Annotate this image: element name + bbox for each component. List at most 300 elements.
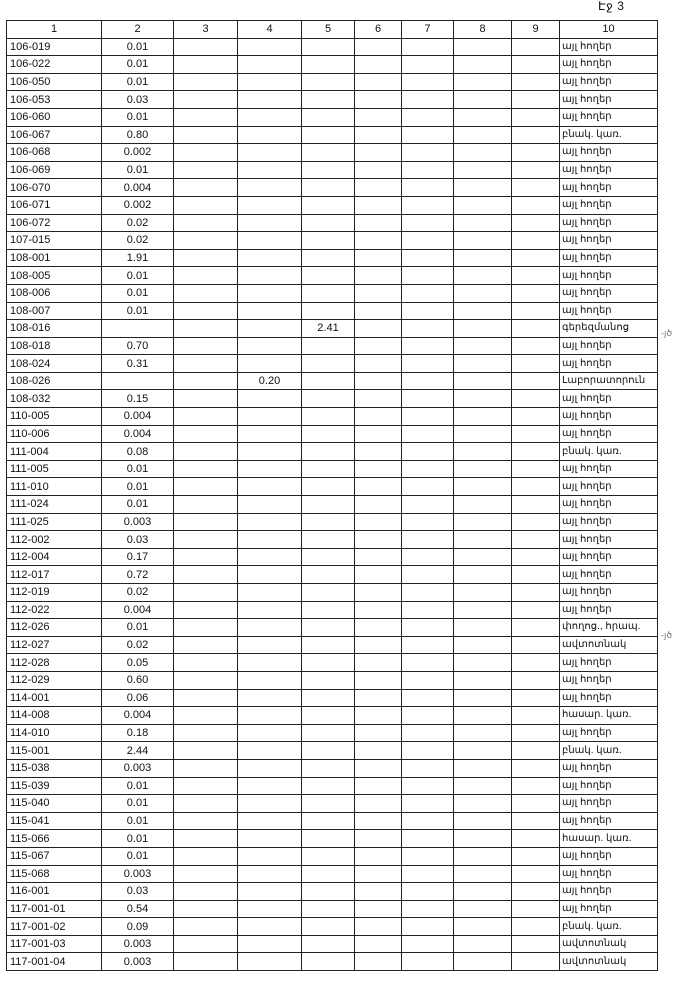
table-cell-col-10: գերեզմանոց xyxy=(560,320,658,338)
table-cell-col-2: 0.02 xyxy=(102,232,174,250)
table-cell-col-7 xyxy=(402,619,454,637)
table-cell-col-8 xyxy=(454,179,512,197)
column-header-5: 5 xyxy=(302,21,355,39)
table-cell-col-5 xyxy=(302,830,355,848)
table-cell-col-2: 0.01 xyxy=(102,73,174,91)
table-cell-col-8 xyxy=(454,196,512,214)
table-cell-col-9 xyxy=(512,724,560,742)
table-cell-col-7 xyxy=(402,443,454,461)
table-cell-col-9 xyxy=(512,707,560,725)
table-cell-col-8 xyxy=(454,232,512,250)
table-cell-col-2: 0.70 xyxy=(102,337,174,355)
table-cell-col-5 xyxy=(302,337,355,355)
table-row xyxy=(7,372,658,390)
table-cell-col-1: 115-041 xyxy=(7,812,102,830)
table-cell-col-8 xyxy=(454,56,512,74)
table-cell-col-9 xyxy=(512,777,560,795)
table-cell-col-9 xyxy=(512,548,560,566)
table-cell-col-1: 117-001-01 xyxy=(7,900,102,918)
table-cell-col-4 xyxy=(238,654,302,672)
table-cell-col-2: 0.01 xyxy=(102,161,174,179)
table-cell-col-8 xyxy=(454,584,512,602)
table-cell-col-7 xyxy=(402,320,454,338)
table-cell-col-10: հասար. կառ. xyxy=(560,707,658,725)
table-cell-col-10: այլ հողեր xyxy=(560,232,658,250)
table-cell-col-10: այլ հողեր xyxy=(560,865,658,883)
table-cell-col-6 xyxy=(355,355,402,373)
table-cell-col-9 xyxy=(512,636,560,654)
table-cell-col-4 xyxy=(238,724,302,742)
table-row xyxy=(7,584,658,602)
table-cell-col-2: 0.004 xyxy=(102,408,174,426)
table-cell-col-6 xyxy=(355,161,402,179)
table-cell-col-1: 112-004 xyxy=(7,548,102,566)
table-cell-col-4 xyxy=(238,355,302,373)
table-cell-col-8 xyxy=(454,724,512,742)
table-cell-col-8 xyxy=(454,865,512,883)
table-cell-col-1: 112-019 xyxy=(7,584,102,602)
table-cell-col-9 xyxy=(512,267,560,285)
table-cell-col-8 xyxy=(454,443,512,461)
table-cell-col-1: 115-066 xyxy=(7,830,102,848)
table-row xyxy=(7,671,658,689)
table-cell-col-2: 0.003 xyxy=(102,513,174,531)
table-cell-col-9 xyxy=(512,355,560,373)
table-cell-col-2: 0.02 xyxy=(102,214,174,232)
table-cell-col-1: 106-070 xyxy=(7,179,102,197)
table-cell-col-8 xyxy=(454,284,512,302)
table-cell-col-4 xyxy=(238,126,302,144)
table-row xyxy=(7,548,658,566)
table-cell-col-7 xyxy=(402,73,454,91)
table-cell-col-4 xyxy=(238,777,302,795)
table-row xyxy=(7,161,658,179)
table-cell-col-3 xyxy=(174,654,238,672)
table-cell-col-6 xyxy=(355,460,402,478)
table-row xyxy=(7,619,658,637)
table-cell-col-7 xyxy=(402,232,454,250)
table-cell-col-7 xyxy=(402,654,454,672)
table-cell-col-9 xyxy=(512,812,560,830)
table-cell-col-4 xyxy=(238,619,302,637)
table-cell-col-6 xyxy=(355,513,402,531)
table-cell-col-6 xyxy=(355,689,402,707)
table-cell-col-9 xyxy=(512,847,560,865)
table-cell-col-10: այլ հողեր xyxy=(560,196,658,214)
table-cell-col-8 xyxy=(454,531,512,549)
table-cell-col-4 xyxy=(238,601,302,619)
table-cell-col-5 xyxy=(302,496,355,514)
table-cell-col-9 xyxy=(512,531,560,549)
table-cell-col-2: 0.004 xyxy=(102,601,174,619)
table-cell-col-8 xyxy=(454,883,512,901)
table-cell-col-9 xyxy=(512,619,560,637)
table-cell-col-10: այլ հողեր xyxy=(560,900,658,918)
table-cell-col-10: փողոց., հրապ. xyxy=(560,619,658,637)
table-cell-col-3 xyxy=(174,759,238,777)
table-cell-col-8 xyxy=(454,830,512,848)
table-cell-col-9 xyxy=(512,56,560,74)
table-cell-col-3 xyxy=(174,953,238,971)
table-cell-col-1: 108-018 xyxy=(7,337,102,355)
table-cell-col-3 xyxy=(174,320,238,338)
table-cell-col-9 xyxy=(512,196,560,214)
table-cell-col-9 xyxy=(512,953,560,971)
table-row xyxy=(7,865,658,883)
table-cell-col-1: 112-017 xyxy=(7,566,102,584)
table-cell-col-3 xyxy=(174,214,238,232)
table-cell-col-6 xyxy=(355,126,402,144)
table-row xyxy=(7,654,658,672)
table-cell-col-7 xyxy=(402,372,454,390)
table-cell-col-6 xyxy=(355,249,402,267)
table-cell-col-1: 114-008 xyxy=(7,707,102,725)
table-row xyxy=(7,390,658,408)
table-cell-col-6 xyxy=(355,320,402,338)
table-cell-col-3 xyxy=(174,267,238,285)
table-cell-col-7 xyxy=(402,513,454,531)
table-cell-col-2: 0.17 xyxy=(102,548,174,566)
table-row xyxy=(7,91,658,109)
table-cell-col-6 xyxy=(355,302,402,320)
table-cell-col-7 xyxy=(402,91,454,109)
table-cell-col-4 xyxy=(238,759,302,777)
table-cell-col-10: ավտոտնակ xyxy=(560,636,658,654)
table-cell-col-3 xyxy=(174,478,238,496)
table-cell-col-5 xyxy=(302,390,355,408)
table-cell-col-3 xyxy=(174,707,238,725)
table-cell-col-10: այլ հողեր xyxy=(560,249,658,267)
table-cell-col-1: 106-060 xyxy=(7,108,102,126)
table-cell-col-3 xyxy=(174,671,238,689)
table-cell-col-8 xyxy=(454,214,512,232)
table-cell-col-1: 108-006 xyxy=(7,284,102,302)
table-cell-col-7 xyxy=(402,425,454,443)
table-cell-col-2: 2.44 xyxy=(102,742,174,760)
table-cell-col-1: 115-067 xyxy=(7,847,102,865)
table-cell-col-8 xyxy=(454,548,512,566)
table-cell-col-1: 110-005 xyxy=(7,408,102,426)
table-cell-col-1: 115-068 xyxy=(7,865,102,883)
table-cell-col-10: այլ հողեր xyxy=(560,513,658,531)
table-cell-col-8 xyxy=(454,619,512,637)
table-cell-col-3 xyxy=(174,38,238,56)
table-cell-col-6 xyxy=(355,56,402,74)
table-cell-col-3 xyxy=(174,918,238,936)
table-cell-col-9 xyxy=(512,830,560,848)
table-row xyxy=(7,707,658,725)
table-cell-col-5 xyxy=(302,812,355,830)
table-cell-col-3 xyxy=(174,830,238,848)
table-cell-col-3 xyxy=(174,566,238,584)
table-cell-col-4 xyxy=(238,179,302,197)
table-cell-col-5 xyxy=(302,548,355,566)
table-row xyxy=(7,179,658,197)
table-cell-col-5 xyxy=(302,108,355,126)
table-cell-col-7 xyxy=(402,953,454,971)
table-cell-col-4 xyxy=(238,56,302,74)
table-cell-col-8 xyxy=(454,144,512,162)
table-cell-col-9 xyxy=(512,795,560,813)
table-cell-col-6 xyxy=(355,196,402,214)
table-row xyxy=(7,320,658,338)
table-cell-col-9 xyxy=(512,390,560,408)
table-cell-col-4 xyxy=(238,144,302,162)
table-cell-col-10: ավտոտնակ xyxy=(560,935,658,953)
table-cell-col-7 xyxy=(402,460,454,478)
table-cell-col-5 xyxy=(302,91,355,109)
table-cell-col-9 xyxy=(512,320,560,338)
table-cell-col-1: 112-022 xyxy=(7,601,102,619)
table-cell-col-6 xyxy=(355,267,402,285)
table-row xyxy=(7,795,658,813)
table-cell-col-1: 108-032 xyxy=(7,390,102,408)
table-cell-col-6 xyxy=(355,496,402,514)
table-cell-col-8 xyxy=(454,355,512,373)
table-cell-col-7 xyxy=(402,531,454,549)
table-cell-col-2: 0.01 xyxy=(102,284,174,302)
table-cell-col-5 xyxy=(302,795,355,813)
table-cell-col-7 xyxy=(402,56,454,74)
table-cell-col-10: այլ հողեր xyxy=(560,408,658,426)
table-cell-col-3 xyxy=(174,812,238,830)
table-row xyxy=(7,126,658,144)
table-row xyxy=(7,953,658,971)
table-cell-col-6 xyxy=(355,566,402,584)
table-cell-col-3 xyxy=(174,724,238,742)
land-parcel-table xyxy=(6,20,658,971)
table-cell-col-10: այլ հողեր xyxy=(560,847,658,865)
table-cell-col-7 xyxy=(402,408,454,426)
table-cell-col-5 xyxy=(302,513,355,531)
table-cell-col-1: 112-027 xyxy=(7,636,102,654)
table-cell-col-1: 108-016 xyxy=(7,320,102,338)
table-cell-col-7 xyxy=(402,390,454,408)
table-cell-col-8 xyxy=(454,742,512,760)
column-header-6: 6 xyxy=(355,21,402,39)
table-cell-col-4 xyxy=(238,496,302,514)
table-cell-col-6 xyxy=(355,548,402,566)
table-cell-col-1: 106-071 xyxy=(7,196,102,214)
table-cell-col-9 xyxy=(512,284,560,302)
table-cell-col-1: 111-004 xyxy=(7,443,102,461)
table-cell-col-7 xyxy=(402,865,454,883)
table-cell-col-4 xyxy=(238,408,302,426)
table-cell-col-3 xyxy=(174,196,238,214)
table-cell-col-6 xyxy=(355,38,402,56)
table-cell-col-8 xyxy=(454,601,512,619)
table-cell-col-9 xyxy=(512,161,560,179)
table-cell-col-9 xyxy=(512,108,560,126)
table-cell-col-8 xyxy=(454,408,512,426)
table-cell-col-1: 112-026 xyxy=(7,619,102,637)
table-cell-col-9 xyxy=(512,671,560,689)
table-row xyxy=(7,249,658,267)
table-cell-col-9 xyxy=(512,144,560,162)
table-cell-col-3 xyxy=(174,900,238,918)
table-cell-col-8 xyxy=(454,302,512,320)
table-row xyxy=(7,302,658,320)
table-cell-col-5 xyxy=(302,38,355,56)
table-cell-col-3 xyxy=(174,179,238,197)
table-cell-col-10: այլ հողեր xyxy=(560,73,658,91)
table-cell-col-10: այլ հողեր xyxy=(560,56,658,74)
table-cell-col-1: 111-025 xyxy=(7,513,102,531)
table-cell-col-1: 108-005 xyxy=(7,267,102,285)
margin-mark: -յծ xyxy=(661,630,673,640)
table-cell-col-5 xyxy=(302,900,355,918)
table-cell-col-4 xyxy=(238,73,302,91)
table-cell-col-8 xyxy=(454,812,512,830)
table-cell-col-4 xyxy=(238,196,302,214)
table-cell-col-4 xyxy=(238,302,302,320)
table-cell-col-2: 0.03 xyxy=(102,531,174,549)
table-cell-col-10: այլ հողեր xyxy=(560,601,658,619)
table-cell-col-9 xyxy=(512,232,560,250)
table-cell-col-1: 117-001-03 xyxy=(7,935,102,953)
table-cell-col-5 xyxy=(302,232,355,250)
table-cell-col-1: 116-001 xyxy=(7,883,102,901)
margin-mark: -յծ xyxy=(661,328,673,338)
column-header-8: 8 xyxy=(454,21,512,39)
column-header-2: 2 xyxy=(102,21,174,39)
table-cell-col-5 xyxy=(302,935,355,953)
table-cell-col-4 xyxy=(238,513,302,531)
table-cell-col-8 xyxy=(454,795,512,813)
table-cell-col-3 xyxy=(174,425,238,443)
table-cell-col-10: Լաբորատորուն xyxy=(560,372,658,390)
table-cell-col-10: այլ հողեր xyxy=(560,284,658,302)
table-cell-col-3 xyxy=(174,91,238,109)
table-cell-col-3 xyxy=(174,355,238,373)
table-cell-col-10: այլ հողեր xyxy=(560,91,658,109)
table-cell-col-1: 106-068 xyxy=(7,144,102,162)
table-cell-col-1: 106-053 xyxy=(7,91,102,109)
table-cell-col-10: ավտոտնակ xyxy=(560,953,658,971)
table-cell-col-6 xyxy=(355,724,402,742)
table-cell-col-2 xyxy=(102,320,174,338)
table-cell-col-4 xyxy=(238,918,302,936)
table-cell-col-1: 115-001 xyxy=(7,742,102,760)
table-cell-col-3 xyxy=(174,847,238,865)
table-cell-col-4 xyxy=(238,232,302,250)
column-header-4: 4 xyxy=(238,21,302,39)
table-cell-col-7 xyxy=(402,759,454,777)
table-cell-col-1: 112-002 xyxy=(7,531,102,549)
table-cell-col-10: այլ հողեր xyxy=(560,548,658,566)
table-cell-col-10: այլ հողեր xyxy=(560,108,658,126)
table-cell-col-5 xyxy=(302,584,355,602)
table-cell-col-8 xyxy=(454,900,512,918)
table-cell-col-7 xyxy=(402,196,454,214)
table-cell-col-3 xyxy=(174,777,238,795)
table-cell-col-8 xyxy=(454,38,512,56)
table-cell-col-6 xyxy=(355,619,402,637)
table-cell-col-5 xyxy=(302,73,355,91)
table-cell-col-9 xyxy=(512,566,560,584)
table-cell-col-6 xyxy=(355,953,402,971)
table-cell-col-7 xyxy=(402,161,454,179)
table-cell-col-7 xyxy=(402,108,454,126)
table-cell-col-4 xyxy=(238,108,302,126)
table-cell-col-6 xyxy=(355,812,402,830)
table-row xyxy=(7,742,658,760)
table-cell-col-3 xyxy=(174,883,238,901)
table-cell-col-8 xyxy=(454,73,512,91)
table-cell-col-7 xyxy=(402,126,454,144)
table-cell-col-7 xyxy=(402,830,454,848)
table-cell-col-2: 0.09 xyxy=(102,918,174,936)
table-cell-col-5 xyxy=(302,478,355,496)
table-cell-col-9 xyxy=(512,302,560,320)
table-cell-col-2: 0.01 xyxy=(102,847,174,865)
table-cell-col-10: բնակ. կառ. xyxy=(560,443,658,461)
table-cell-col-2: 0.08 xyxy=(102,443,174,461)
table-cell-col-8 xyxy=(454,707,512,725)
table-row xyxy=(7,196,658,214)
table-cell-col-4: 0.20 xyxy=(238,372,302,390)
table-cell-col-9 xyxy=(512,601,560,619)
table-cell-col-7 xyxy=(402,249,454,267)
table-cell-col-6 xyxy=(355,584,402,602)
table-cell-col-9 xyxy=(512,742,560,760)
table-cell-col-3 xyxy=(174,337,238,355)
table-cell-col-7 xyxy=(402,144,454,162)
table-cell-col-6 xyxy=(355,935,402,953)
table-cell-col-2: 0.02 xyxy=(102,584,174,602)
table-cell-col-10: այլ հողեր xyxy=(560,584,658,602)
table-cell-col-5 xyxy=(302,689,355,707)
table-cell-col-5 xyxy=(302,654,355,672)
header-row xyxy=(7,21,658,39)
table-cell-col-7 xyxy=(402,707,454,725)
table-cell-col-5 xyxy=(302,355,355,373)
table-cell-col-5 xyxy=(302,126,355,144)
table-cell-col-3 xyxy=(174,795,238,813)
table-cell-col-1: 111-010 xyxy=(7,478,102,496)
table-cell-col-1: 111-024 xyxy=(7,496,102,514)
column-header-3: 3 xyxy=(174,21,238,39)
table-cell-col-6 xyxy=(355,408,402,426)
table-cell-col-6 xyxy=(355,742,402,760)
table-cell-col-8 xyxy=(454,372,512,390)
table-cell-col-9 xyxy=(512,214,560,232)
table-cell-col-4 xyxy=(238,337,302,355)
table-cell-col-4 xyxy=(238,953,302,971)
table-cell-col-9 xyxy=(512,38,560,56)
table-cell-col-2: 0.80 xyxy=(102,126,174,144)
table-cell-col-10: այլ հողեր xyxy=(560,496,658,514)
table-cell-col-4 xyxy=(238,161,302,179)
table-cell-col-4 xyxy=(238,830,302,848)
table-cell-col-7 xyxy=(402,284,454,302)
table-cell-col-8 xyxy=(454,513,512,531)
table-cell-col-3 xyxy=(174,865,238,883)
table-cell-col-6 xyxy=(355,179,402,197)
column-header-7: 7 xyxy=(402,21,454,39)
table-row xyxy=(7,232,658,250)
table-cell-col-4 xyxy=(238,214,302,232)
table-cell-col-7 xyxy=(402,636,454,654)
table-cell-col-5 xyxy=(302,408,355,426)
table-cell-col-5 xyxy=(302,865,355,883)
table-cell-col-4 xyxy=(238,460,302,478)
table-cell-col-3 xyxy=(174,302,238,320)
table-cell-col-10: հասար. կառ. xyxy=(560,830,658,848)
table-cell-col-2: 0.01 xyxy=(102,302,174,320)
table-cell-col-9 xyxy=(512,443,560,461)
table-cell-col-9 xyxy=(512,654,560,672)
